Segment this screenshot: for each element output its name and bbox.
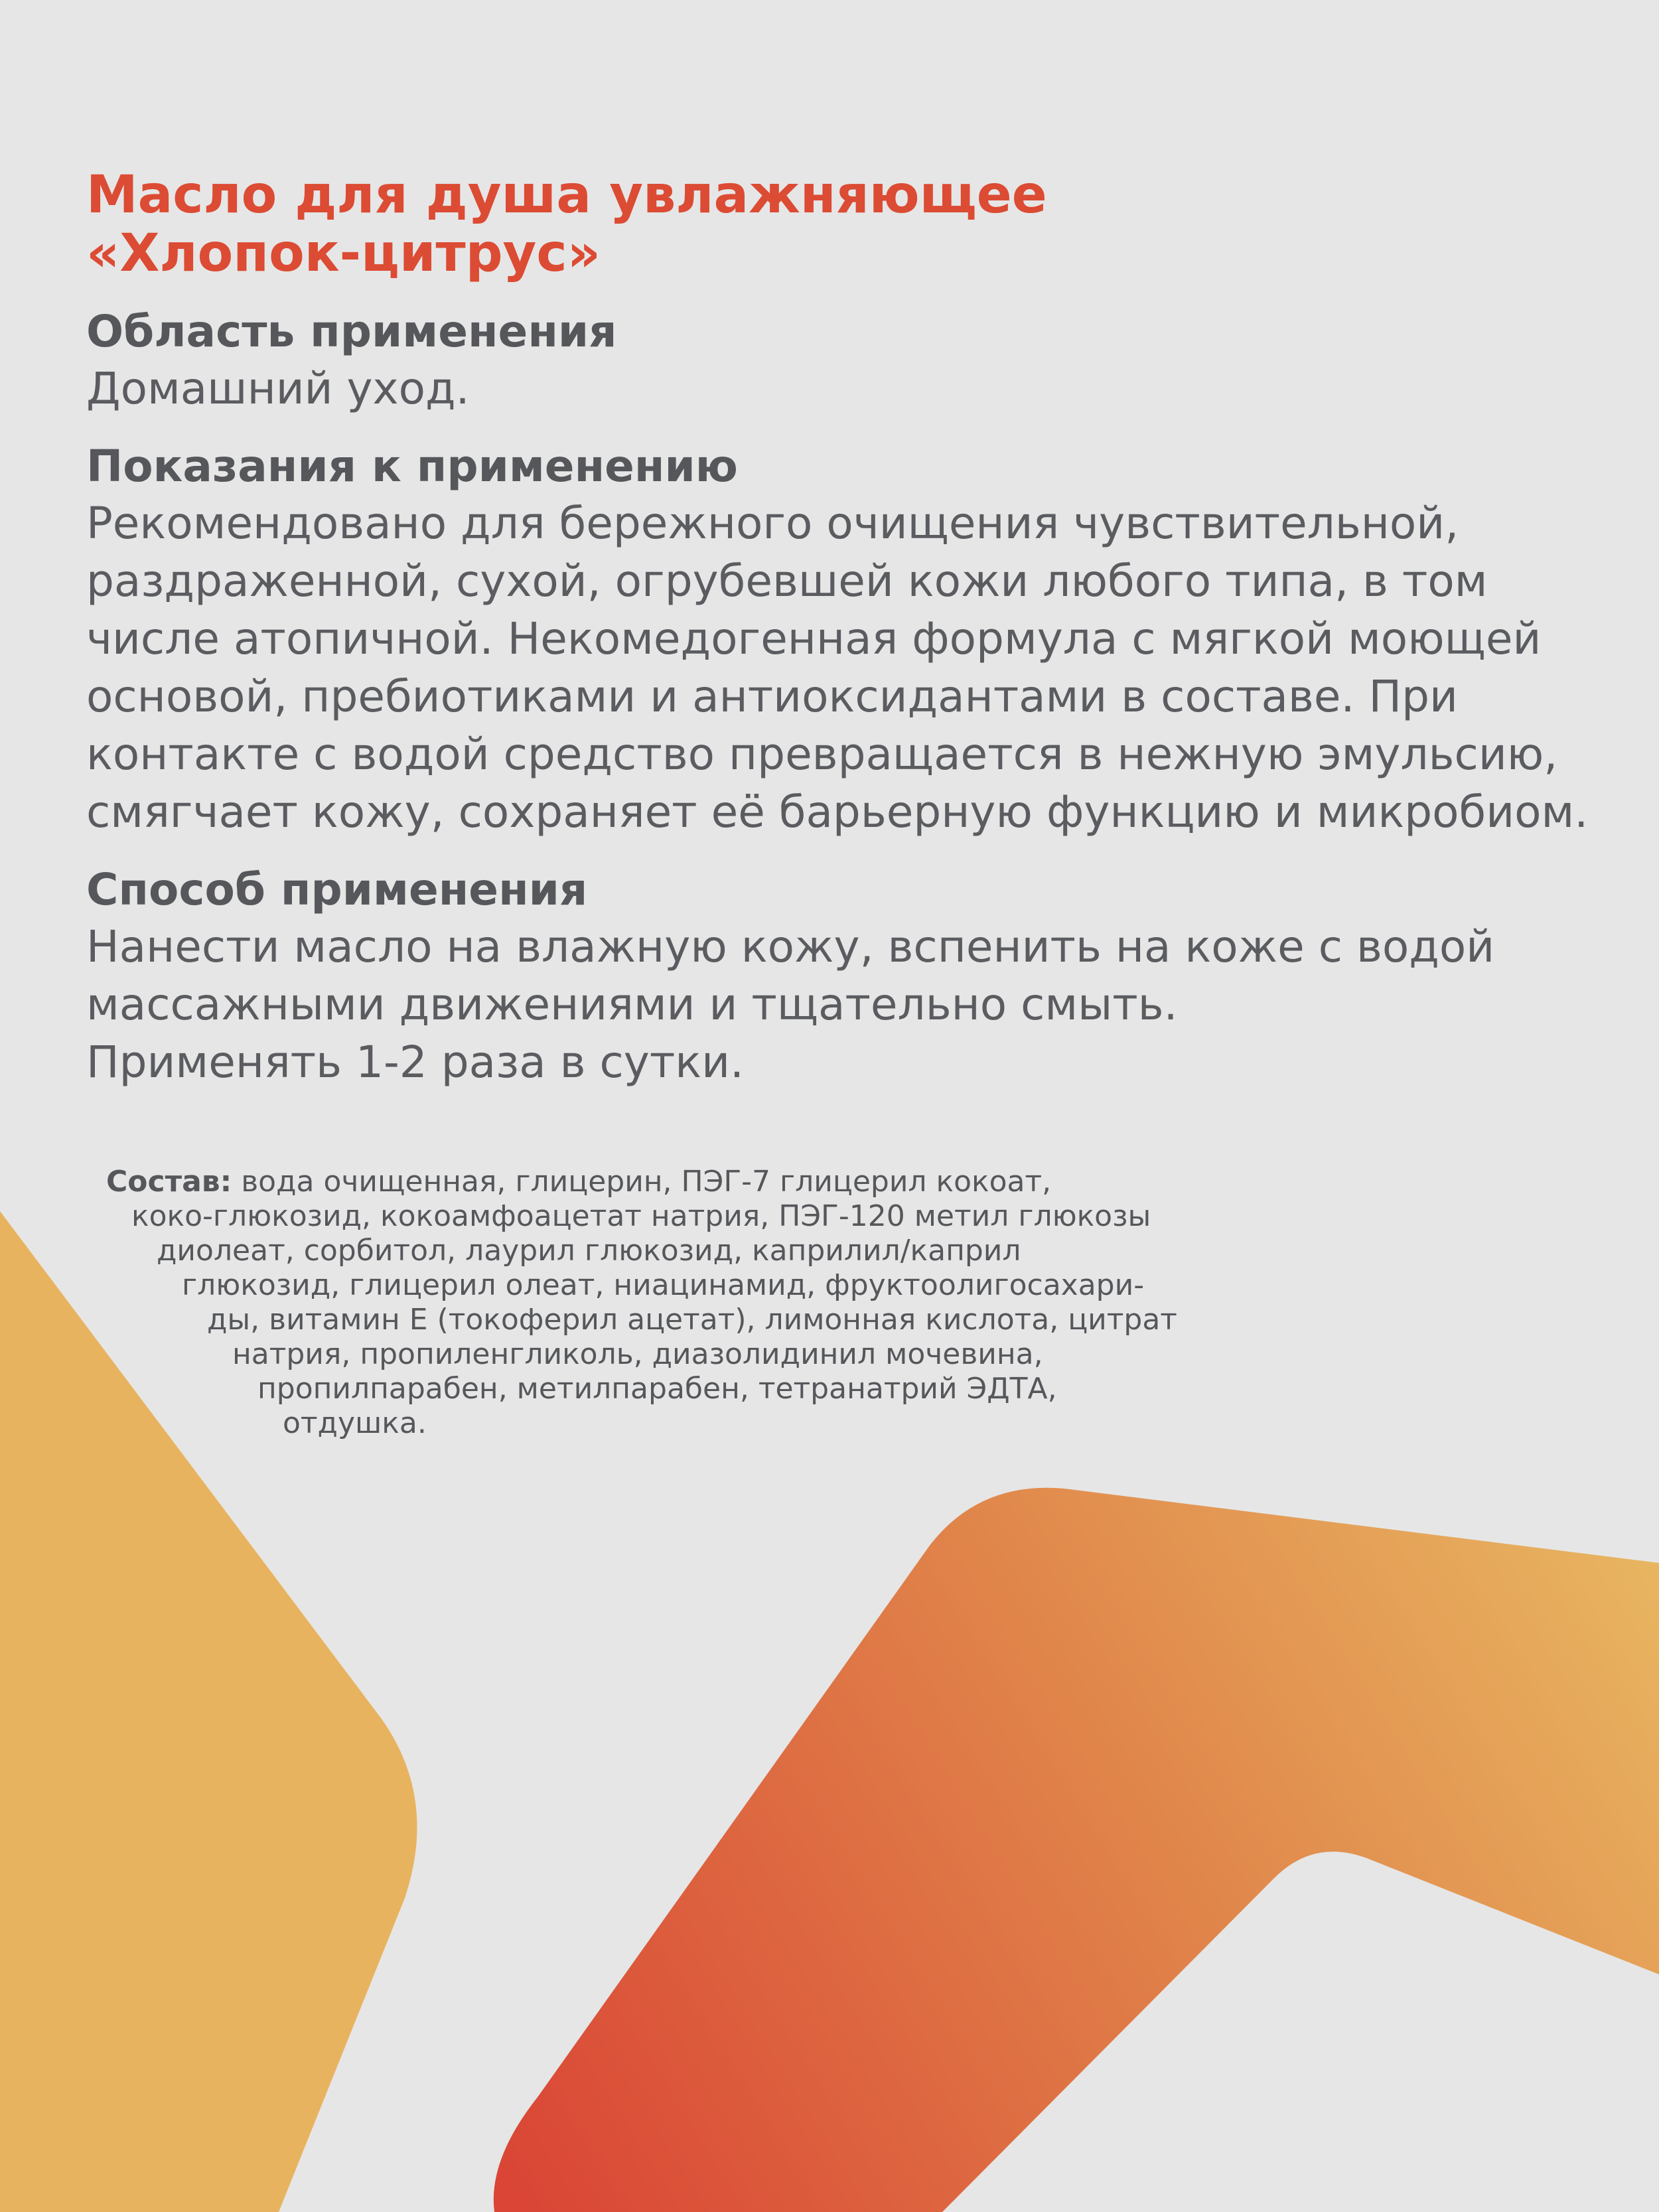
right-gradient-shape xyxy=(494,1488,1659,2212)
body-line: раздраженной, сухой, огрубевшей кожи любого типа, в том xyxy=(86,555,1488,607)
composition-line: ды, витамин Е (токоферил ацетат), лимонная кислота, цитрат xyxy=(207,1303,1177,1337)
section-heading: Область применения xyxy=(86,306,617,357)
body-line: Рекомендовано для бережного очищения чувствительной, xyxy=(86,498,1459,549)
composition-text: вода очищенная, глицерин, ПЭГ-7 глицерил кокоат, xyxy=(232,1165,1052,1199)
body-line: Нанести масло на влажную кожу, вспенить на коже с водой xyxy=(86,921,1495,972)
body-line: Применять 1-2 раза в сутки. xyxy=(86,1037,745,1088)
composition-line xyxy=(106,1165,1177,1199)
body-line: смягчает кожу, сохраняет её барьерную функцию и микробиом. xyxy=(86,786,1589,838)
section-indications xyxy=(86,439,1613,841)
composition-line: коко-глюкозид, кокоамфоацетат натрия, ПЭГ-120 метил глюкозы xyxy=(131,1199,1151,1233)
product-title-line-2: «Хлопок-цитрус» xyxy=(86,224,601,283)
composition-label: Состав: xyxy=(106,1165,232,1199)
composition-line: пропилпарабен, метилпарабен, тетранатрий ЭДТА, xyxy=(257,1372,1057,1406)
product-title xyxy=(86,166,1613,283)
section-body xyxy=(86,918,1613,1091)
section-body xyxy=(86,494,1613,841)
section-body xyxy=(86,360,1613,417)
section-application-area xyxy=(86,304,1613,417)
composition-line: глюкозид, глицерил олеат, ниацинамид, фруктоолигосахари- xyxy=(182,1268,1145,1302)
composition-block xyxy=(106,1165,1177,1441)
body-line: числе атопичной. Некомедогенная формула с мягкой моющей xyxy=(86,613,1542,664)
composition-line: натрия, пропиленгликоль, диазолидинил мочевина, xyxy=(232,1337,1043,1371)
composition-line: отдушка. xyxy=(283,1406,427,1440)
section-usage xyxy=(86,862,1613,1091)
main-content xyxy=(86,166,1613,1091)
body-line: Домашний уход. xyxy=(86,363,470,414)
body-line: контакте с водой средство превращается в нежную эмульсию, xyxy=(86,729,1558,780)
section-heading: Способ применения xyxy=(86,864,588,915)
body-line: массажными движениями и тщательно смыть. xyxy=(86,979,1178,1030)
section-heading: Показания к применению xyxy=(86,441,738,492)
composition-line: диолеат, сорбитол, лаурил глюкозид, каприлил/каприл xyxy=(157,1234,1021,1268)
body-line: основой, пребиотиками и антиоксидантами в составе. При xyxy=(86,671,1458,722)
product-title-line-1: Масло для душа увлажняющее xyxy=(86,165,1047,225)
